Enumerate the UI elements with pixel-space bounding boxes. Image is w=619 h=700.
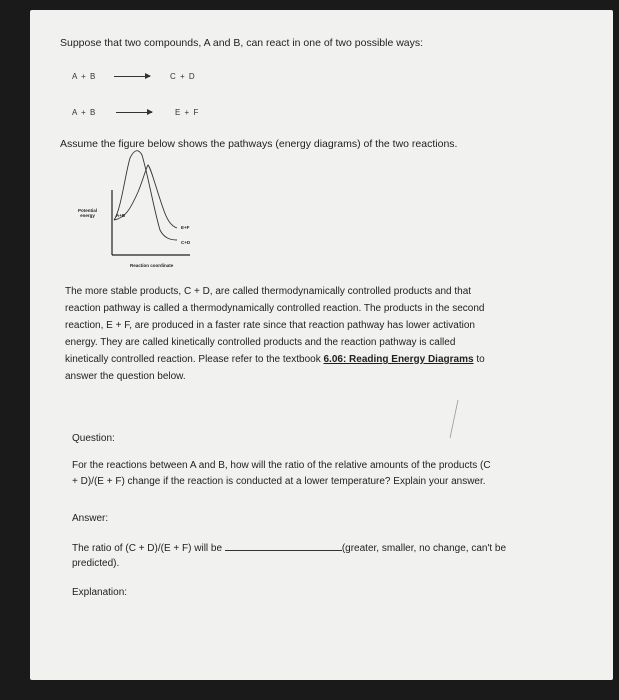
worksheet-page <box>30 10 613 680</box>
reaction-1-reactants: A + B <box>72 72 97 81</box>
thermodynamic-pathway-curve <box>114 151 177 240</box>
answer-label: Answer: <box>72 513 109 524</box>
energy-diagram <box>30 10 613 280</box>
answer-blank[interactable] <box>225 539 342 551</box>
question-label: Question: <box>72 433 115 444</box>
answer-prefix: The ratio of (C + D)/(E + F) will be <box>72 543 223 554</box>
paragraph-line-5 <box>65 351 605 368</box>
question-line-1: For the reactions between A and B, how will the ratio of the relative amounts of the products (C <box>72 460 491 471</box>
paragraph-line-4: energy. They are called kinetically controlled products and the reaction pathway is called <box>65 337 456 348</box>
assume-text: Assume the figure below shows the pathways (energy diagrams) of the two reactions. <box>60 138 458 150</box>
product-cd-label: C+D <box>181 240 191 245</box>
textbook-link[interactable]: 6.06: Reading Energy Diagrams <box>323 354 474 365</box>
y-axis-label <box>78 208 97 218</box>
x-axis-label: Reaction coordinate <box>130 263 174 268</box>
stray-pen-mark <box>440 390 470 450</box>
y-axis-label-line-1: Potential <box>78 208 98 213</box>
paragraph-line-6: answer the question below. <box>65 371 186 382</box>
reaction-2-reactants: A + B <box>72 108 97 117</box>
paragraph-line-1: The more stable products, C + D, are called thermodynamically controlled products and that <box>65 286 472 297</box>
paragraph-line-2: reaction pathway is called a thermodynamically controlled reaction. The products in the second <box>65 303 485 314</box>
intro-text: Suppose that two compounds, A and B, can react in one of two possible ways: <box>60 37 424 49</box>
reaction-2-products: E + F <box>175 108 200 117</box>
kinetic-pathway-curve <box>114 165 177 228</box>
paragraph-line-5-post: to <box>473 354 485 365</box>
paragraph-line-3: reaction, E + F, are produced in a faster rate since that reaction pathway has lower activation <box>65 320 475 331</box>
answer-choices: (greater, smaller, no change, can't be <box>341 543 507 554</box>
product-ef-label: E+F <box>181 225 190 230</box>
y-axis-label-line-2: energy <box>80 213 95 218</box>
question-line-2: + D)/(E + F) change if the reaction is conducted at a lower temperature? Explain your answer. <box>72 476 486 487</box>
reactants-label: A+B <box>116 213 126 218</box>
answer-line-1 <box>72 539 506 557</box>
reaction-1-products: C + D <box>170 72 196 81</box>
answer-line-2: predicted). <box>72 558 120 569</box>
explanation-label: Explanation: <box>72 587 128 598</box>
explanatory-paragraph <box>65 283 605 385</box>
paragraph-line-5-pre: kinetically controlled reaction. Please refer to the textbook <box>65 354 324 365</box>
